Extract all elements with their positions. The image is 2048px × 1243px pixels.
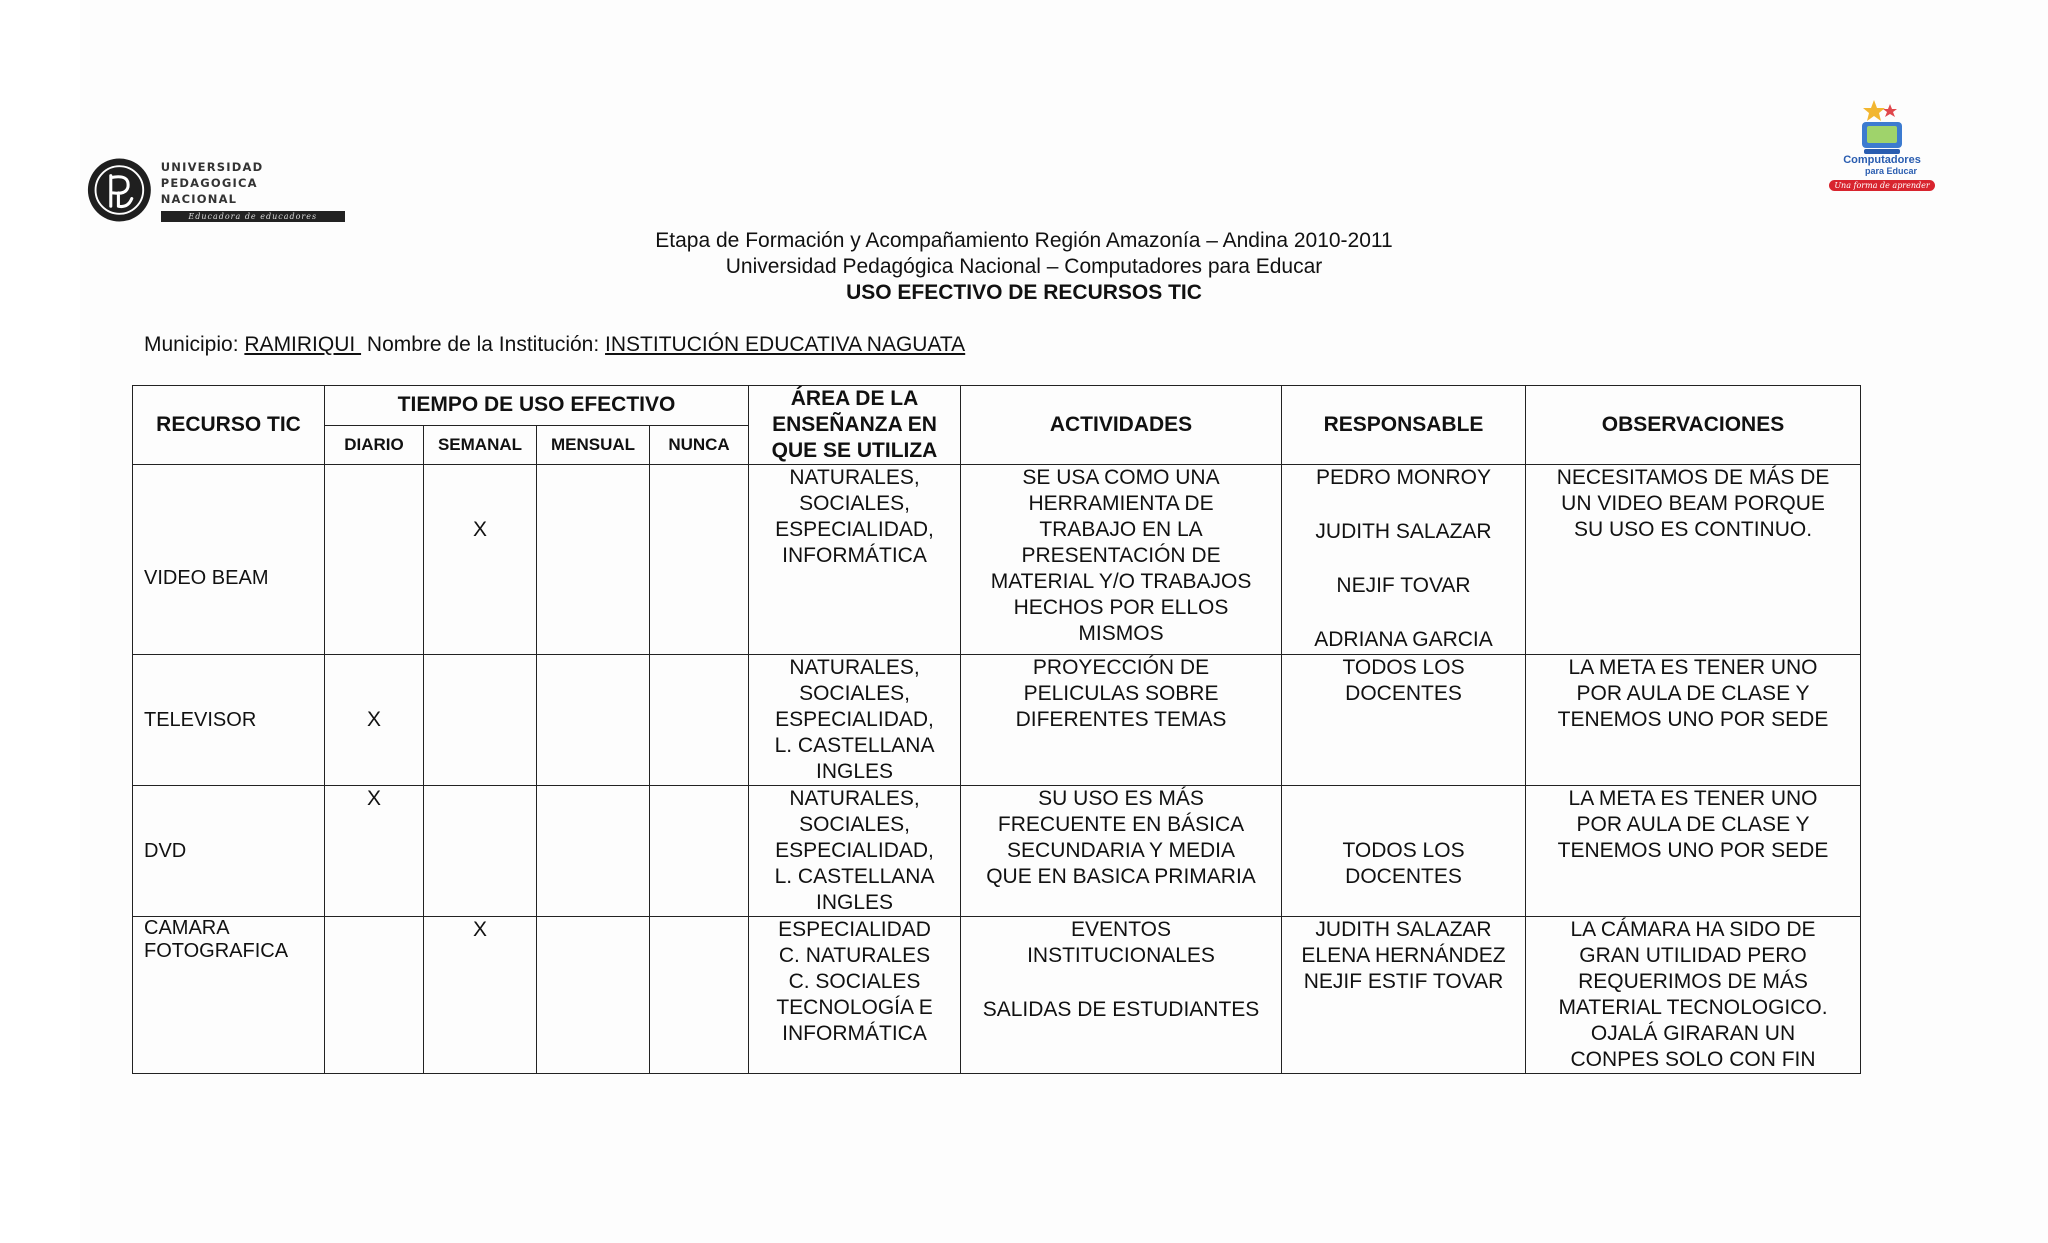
cell-responsable (1282, 655, 1526, 786)
cell-recurso (133, 655, 325, 786)
cell-nunca (650, 655, 749, 786)
cell-responsable (1282, 465, 1526, 655)
observaciones-line: SU USO ES CONTINUO. (1574, 518, 1813, 541)
actividades-line: FRECUENTE EN BÁSICA (997, 813, 1245, 836)
institution-info (144, 332, 965, 358)
header-diario: DIARIO (325, 425, 424, 465)
area-line: NATURALES, (789, 656, 920, 679)
cell-diario (325, 465, 424, 655)
responsable-line: PEDRO MONROY (1316, 466, 1492, 489)
observaciones-line: OJALÁ GIRARAN UN (1590, 1022, 1796, 1045)
responsable-line: DOCENTES (1345, 865, 1462, 888)
cell-diario (325, 655, 424, 786)
area-line: INFORMÁTICA (782, 1022, 927, 1045)
observaciones-line: POR AULA DE CLASE Y (1576, 813, 1810, 836)
area-line: ESPECIALIDAD (778, 918, 931, 941)
recurso-name: CAMARA (144, 917, 230, 939)
observaciones-line: LA CÁMARA HA SIDO DE (1570, 918, 1816, 941)
actividades-line: PELICULAS SOBRE (1023, 682, 1219, 705)
area-line: NATURALES, (789, 466, 920, 489)
cell-responsable (1282, 786, 1526, 917)
cell-nunca (650, 465, 749, 655)
cell-actividades (961, 917, 1282, 1074)
municipio-label: Municipio: (144, 333, 239, 356)
area-line: INFORMÁTICA (782, 544, 927, 567)
upn-logo (86, 150, 356, 230)
actividades-line: PROYECCIÓN DE (1032, 656, 1210, 679)
cell-observaciones (1526, 786, 1861, 917)
table-row (133, 465, 1861, 655)
area-line: NATURALES, (789, 787, 920, 810)
header-line2: Universidad Pedagógica Nacional – Computadores para Educar (725, 255, 1323, 278)
responsable-line: ELENA HERNÁNDEZ (1301, 944, 1506, 967)
recurso-name: FOTOGRAFICA (144, 940, 289, 962)
upn-logo-tagline: Educadora de educadores (161, 211, 345, 222)
cpe-logo-tagline: Una forma de aprender (1829, 180, 1934, 191)
cell-mensual (537, 465, 650, 655)
cell-nunca (650, 786, 749, 917)
upn-logo-line1: UNIVERSIDAD PEDAGOGICA (160, 159, 264, 190)
tic-resources-table (132, 385, 1861, 1074)
area-line: ESPECIALIDAD, (775, 708, 934, 731)
mark-semanal: X (472, 518, 487, 541)
cell-semanal (424, 465, 537, 655)
actividades-line: HECHOS POR ELLOS (1013, 596, 1229, 619)
header-observaciones: OBSERVACIONES (1526, 386, 1861, 465)
cell-semanal (424, 655, 537, 786)
cell-recurso (133, 786, 325, 917)
upn-seal-icon (86, 155, 153, 225)
responsable-line: ADRIANA GARCIA (1314, 628, 1493, 651)
header-responsable: RESPONSABLE (1282, 386, 1526, 465)
observaciones-line: REQUERIMOS DE MÁS (1578, 970, 1808, 993)
actividades-line: MATERIAL Y/O TRABAJOS (990, 570, 1252, 593)
observaciones-line: CONPES SOLO CON FIN (1570, 1048, 1816, 1071)
recurso-name: TELEVISOR (144, 708, 257, 731)
cell-actividades (961, 655, 1282, 786)
cpe-logo-line2: para Educar (1864, 166, 1917, 176)
actividades-line: TRABAJO EN LA (1039, 518, 1203, 541)
institucion-value: INSTITUCIÓN EDUCATIVA NAGUATA (605, 333, 966, 356)
area-line: TECNOLOGÍA E (776, 996, 933, 1019)
actividades-line: PRESENTACIÓN DE (1021, 544, 1221, 567)
actividades-line: SU USO ES MÁS (1038, 787, 1204, 810)
cell-area (749, 465, 961, 655)
cpe-emblem-icon (1854, 96, 1910, 156)
area-line: INGLES (816, 760, 894, 783)
table-row (133, 655, 1861, 786)
header-area-line: ÁREA DE LA (790, 387, 919, 410)
observaciones-line: MATERIAL TECNOLOGICO. (1558, 996, 1828, 1019)
table-row (133, 917, 1861, 1074)
area-line: INGLES (816, 891, 894, 914)
area-line: ESPECIALIDAD, (775, 839, 934, 862)
observaciones-line: NECESITAMOS DE MÁS DE (1556, 466, 1830, 489)
cell-area (749, 655, 961, 786)
cell-mensual (537, 655, 650, 786)
municipio-value: RAMIRIQUI (244, 333, 362, 356)
observaciones-line: LA META ES TENER UNO (1568, 787, 1818, 810)
cell-nunca (650, 917, 749, 1074)
observaciones-line: TENEMOS UNO POR SEDE (1557, 708, 1829, 731)
actividades-line: DIFERENTES TEMAS (1015, 708, 1227, 731)
cpe-logo-line1: Computadores (1843, 154, 1921, 166)
mark-semanal: X (472, 918, 487, 941)
actividades-line: EVENTOS (1071, 918, 1171, 941)
responsable-line: NEJIF ESTIF TOVAR (1303, 970, 1504, 993)
cell-semanal (424, 786, 537, 917)
cpe-logo (1834, 96, 1930, 216)
responsable-line: NEJIF TOVAR (1336, 574, 1471, 597)
area-line: ESPECIALIDAD, (775, 518, 934, 541)
header-nunca: NUNCA (650, 425, 749, 465)
document-header (0, 228, 2048, 306)
responsable-line: TODOS LOS (1342, 839, 1465, 862)
cell-diario (325, 786, 424, 917)
cell-semanal (424, 917, 537, 1074)
cell-area (749, 786, 961, 917)
cell-mensual (537, 917, 650, 1074)
area-line: L. CASTELLANA (774, 734, 935, 757)
cell-area (749, 917, 961, 1074)
header-actividades: ACTIVIDADES (961, 386, 1282, 465)
responsable-line: JUDITH SALAZAR (1315, 520, 1492, 543)
header-mensual: MENSUAL (537, 425, 650, 465)
cell-observaciones (1526, 465, 1861, 655)
header-tiempo: TIEMPO DE USO EFECTIVO (325, 386, 749, 426)
responsable-line: JUDITH SALAZAR (1315, 918, 1492, 941)
recurso-name: DVD (144, 839, 187, 862)
observaciones-line: GRAN UTILIDAD PERO (1579, 944, 1807, 967)
cell-diario (325, 917, 424, 1074)
area-line: C. NATURALES (778, 944, 931, 967)
header-line1: Etapa de Formación y Acompañamiento Región Amazonía – Andina 2010-2011 (655, 229, 1393, 252)
area-line: SOCIALES, (799, 813, 910, 836)
document-title: USO EFECTIVO DE RECURSOS TIC (846, 281, 1202, 304)
header-area-line: ENSEÑANZA EN (772, 413, 937, 436)
actividades-line: QUE EN BASICA PRIMARIA (986, 865, 1256, 888)
actividades-line: SECUNDARIA Y MEDIA (1007, 839, 1235, 862)
upn-logo-line2: NACIONAL (160, 191, 238, 206)
cell-actividades (961, 786, 1282, 917)
area-line: C. SOCIALES (788, 970, 921, 993)
mark-diario: X (366, 787, 381, 810)
cell-actividades (961, 465, 1282, 655)
header-area (749, 386, 961, 465)
cell-mensual (537, 786, 650, 917)
actividades-line: SALIDAS DE ESTUDIANTES (982, 998, 1260, 1021)
mark-diario: X (366, 708, 381, 731)
header-area-line: QUE SE UTILIZA (771, 439, 938, 462)
area-line: L. CASTELLANA (774, 865, 935, 888)
responsable-line: TODOS LOS (1342, 656, 1465, 679)
cell-responsable (1282, 917, 1526, 1074)
institucion-label: Nombre de la Institución: (366, 333, 600, 356)
cell-recurso (133, 917, 325, 1074)
observaciones-line: TENEMOS UNO POR SEDE (1557, 839, 1829, 862)
cell-observaciones (1526, 655, 1861, 786)
cell-observaciones (1526, 917, 1861, 1074)
responsable-line: DOCENTES (1345, 682, 1462, 705)
area-line: SOCIALES, (799, 682, 910, 705)
observaciones-line: UN VIDEO BEAM PORQUE (1561, 492, 1825, 515)
header-recurso: RECURSO TIC (133, 386, 325, 465)
actividades-line: SE USA COMO UNA (1022, 466, 1220, 489)
observaciones-line: POR AULA DE CLASE Y (1576, 682, 1810, 705)
actividades-line: MISMOS (1078, 622, 1164, 645)
recurso-name: VIDEO BEAM (144, 567, 269, 589)
area-line: SOCIALES, (799, 492, 910, 515)
header-semanal: SEMANAL (424, 425, 537, 465)
observaciones-line: LA META ES TENER UNO (1568, 656, 1818, 679)
actividades-line: INSTITUCIONALES (1027, 944, 1215, 967)
table-row (133, 786, 1861, 917)
actividades-line: HERRAMIENTA DE (1028, 492, 1214, 515)
cell-recurso (133, 465, 325, 655)
